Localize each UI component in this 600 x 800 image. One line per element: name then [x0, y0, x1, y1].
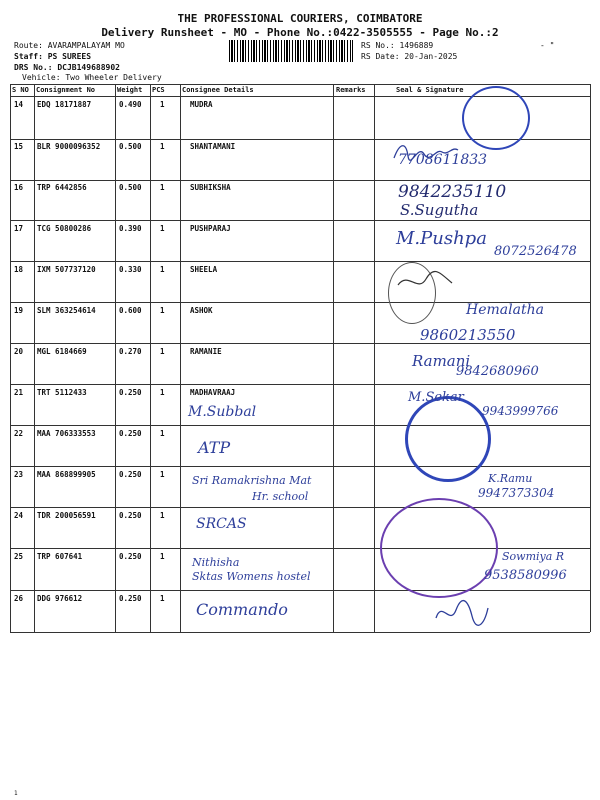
row-sno: 19 [14, 306, 24, 315]
barcode [229, 40, 353, 62]
row-weight: 0.250 [119, 470, 142, 479]
col-rule [10, 84, 11, 632]
row-weight: 0.330 [119, 265, 142, 274]
row-weight: 0.250 [119, 594, 142, 603]
col-rule [150, 84, 151, 632]
handwriting-phone-row16: 9842235110 [398, 182, 507, 202]
row-consignee: SHANTAMANI [190, 142, 236, 151]
seal-sevenseas-polymers [405, 396, 491, 482]
handwriting-signature-row25: Sowmiya R [502, 550, 565, 563]
row-consignee: MUDRA [190, 100, 213, 109]
handwriting-phone-row20: 9842680960 [456, 364, 539, 379]
row-pcs: 1 [160, 265, 165, 274]
row-weight: 0.500 [119, 142, 142, 151]
col-header-consignment: Consignment No [36, 86, 96, 94]
row-consignment: DDG 976612 [37, 594, 83, 603]
row-sno: 26 [14, 594, 24, 603]
handwriting-phone-row17: 8072526478 [494, 244, 577, 259]
row-consignee: SHEELA [190, 265, 218, 274]
row-pcs: 1 [160, 100, 165, 109]
row-rule [10, 220, 590, 221]
row-consignee: MADHAVRAAJ [190, 388, 236, 397]
row-consignee: RAMANIE [190, 347, 222, 356]
row-consignment: TCG 50800286 [37, 224, 92, 233]
staff: Staff: PS SUREES [14, 52, 92, 61]
row-sno: 15 [14, 142, 24, 151]
row-pcs: 1 [160, 470, 165, 479]
row-pcs: 1 [160, 183, 165, 192]
handwriting-hostel-row25: Sktas Womens hostel [192, 570, 311, 583]
row-pcs: 1 [160, 429, 165, 438]
row-pcs: 1 [160, 224, 165, 233]
row-sno: 18 [14, 265, 24, 274]
drs-number: DRS No.: DCJB149688902 [14, 63, 120, 72]
row-weight: 0.270 [119, 347, 142, 356]
row-rule [10, 507, 590, 508]
rs-date: RS Date: 20-Jan-2025 [361, 52, 458, 61]
col-header-weight: Weight [117, 86, 143, 94]
row-sno: 24 [14, 511, 24, 520]
col-header-seal: Seal & Signature [396, 86, 464, 94]
seal-sri-ramakrishna-college [380, 498, 498, 598]
row-consignment: IXM 507737120 [37, 265, 96, 274]
company-title: THE PROFESSIONAL COURIERS, COIMBATORE [177, 12, 423, 25]
col-header-consignee: Consignee Details [182, 86, 254, 94]
signature-row26 [432, 596, 492, 636]
col-rule [180, 84, 181, 632]
row-sno: 23 [14, 470, 24, 479]
col-header-remarks: Remarks [336, 86, 366, 94]
row-weight: 0.390 [119, 224, 142, 233]
row-consignment: EDQ 18171887 [37, 100, 92, 109]
row-consignment: TRP 6442856 [37, 183, 87, 192]
corner-mark: - " [540, 41, 555, 50]
col-rule [590, 84, 591, 632]
footer-mark: 1 [14, 790, 18, 797]
row-sno: 16 [14, 183, 24, 192]
table-top-rule [10, 84, 590, 85]
row-consignee: ASHOK [190, 306, 213, 315]
row-weight: 0.250 [119, 511, 142, 520]
row-consignee: PUSHPARAJ [190, 224, 231, 233]
handwriting-phone-row19: 9860213550 [420, 326, 516, 344]
row-weight: 0.600 [119, 306, 142, 315]
handwriting-name-row20: Ramani [412, 352, 471, 370]
handwriting-name-row25: Nithisha [192, 556, 240, 569]
row-rule [10, 590, 590, 591]
runsheet-title: Delivery Runsheet - MO - Phone No.:0422-3505555 - Page No.:2 [101, 26, 499, 39]
row-weight: 0.490 [119, 100, 142, 109]
row-consignment: MGL 6184669 [37, 347, 87, 356]
row-consignment: MAA 868899905 [37, 470, 96, 479]
col-header-pcs: PCS [152, 86, 165, 94]
row-sno: 22 [14, 429, 24, 438]
rs-number: RS No.: 1496889 [361, 41, 434, 50]
col-rule [374, 84, 375, 632]
row-sno: 21 [14, 388, 24, 397]
col-header-sno: S NO [12, 86, 29, 94]
row-rule [10, 261, 590, 262]
row-rule [10, 466, 590, 467]
handwriting-phone-row15: 7708611833 [398, 152, 488, 168]
row-pcs: 1 [160, 306, 165, 315]
handwriting-phone-row23: 9947373304 [478, 486, 555, 500]
row-pcs: 1 [160, 347, 165, 356]
handwriting-row26: Commando [196, 600, 288, 619]
row-rule [10, 548, 590, 549]
signature-row18 [392, 261, 462, 301]
row-consignment: TRP 607641 [37, 552, 83, 561]
row-consignee: SUBHIKSHA [190, 183, 231, 192]
row-rule [10, 180, 590, 181]
row-pcs: 1 [160, 388, 165, 397]
col-rule [333, 84, 334, 632]
company-stamp-row14 [462, 86, 530, 150]
row-consignment: TDR 200056591 [37, 511, 96, 520]
row-pcs: 1 [160, 594, 165, 603]
row-pcs: 1 [160, 142, 165, 151]
row-sno: 17 [14, 224, 24, 233]
handwriting-signature-row21: M.Sekar [408, 390, 464, 405]
handwriting-phone-row21: 9943999766 [482, 404, 559, 418]
handwriting-phone-row25: 9538580996 [484, 568, 567, 583]
col-rule [115, 84, 116, 632]
row-weight: 0.250 [119, 388, 142, 397]
vehicle: Vehicle: Two Wheeler Delivery [22, 73, 162, 82]
row-sno: 14 [14, 100, 24, 109]
row-pcs: 1 [160, 552, 165, 561]
handwriting-name-row23: K.Ramu [488, 472, 533, 485]
table-bottom-rule [10, 632, 590, 633]
row-consignment: TRT 5112433 [37, 388, 87, 397]
row-sno: 20 [14, 347, 24, 356]
route: Route: AVARAMPALAYAM MO [14, 41, 125, 50]
handwriting-row22: ATP [198, 438, 231, 457]
row-consignment: BLR 9000096352 [37, 142, 101, 151]
row-weight: 0.250 [119, 552, 142, 561]
row-weight: 0.250 [119, 429, 142, 438]
handwriting-school-row23: Sri Ramakrishna Mat [192, 474, 312, 487]
handwriting-name-row21: M.Subbal [188, 404, 257, 420]
row-consignment: MAA 706333553 [37, 429, 96, 438]
row-consignment: SLM 363254614 [37, 306, 96, 315]
row-rule [10, 384, 590, 385]
row-weight: 0.500 [119, 183, 142, 192]
handwriting-name-row17: M.Pushpa [396, 228, 487, 249]
handwriting-name-row16: S.Sugutha [400, 201, 479, 219]
col-rule [34, 84, 35, 632]
handwriting-school2-row23: Hr. school [252, 490, 309, 503]
handwriting-name-row19: Hemalatha [466, 302, 544, 318]
row-rule [10, 425, 590, 426]
row-sno: 25 [14, 552, 24, 561]
row-pcs: 1 [160, 511, 165, 520]
handwriting-row24: SRCAS [196, 516, 247, 532]
